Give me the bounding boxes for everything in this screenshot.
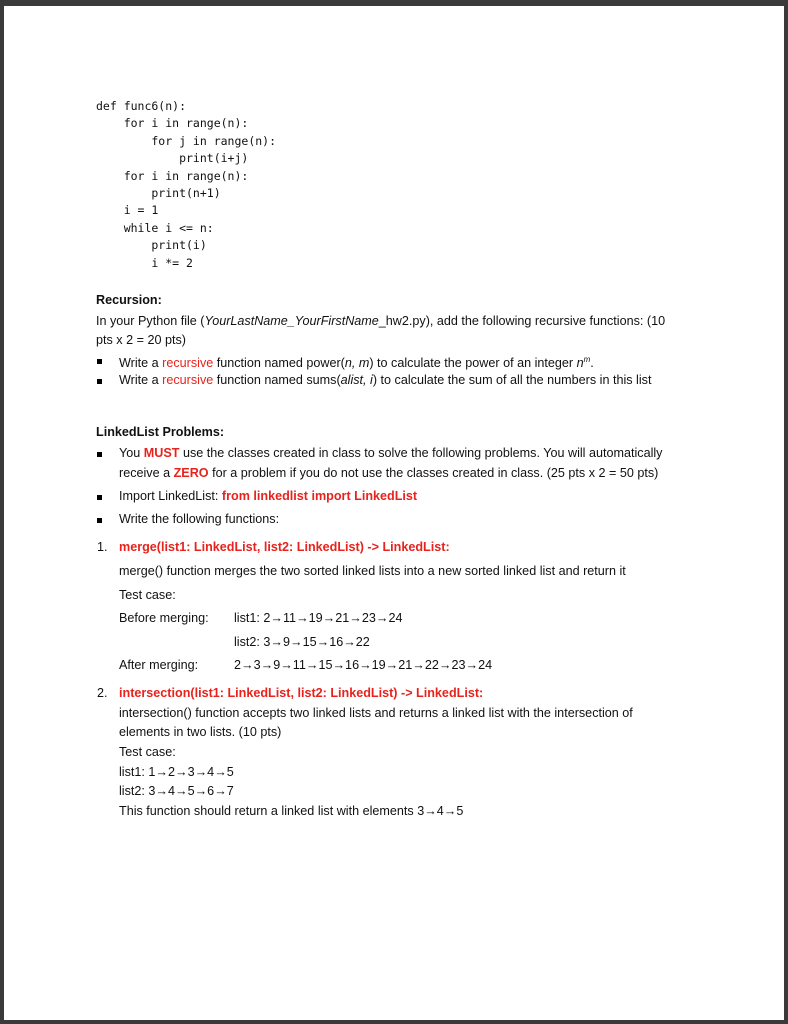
document-page	[4, 6, 784, 1020]
bullet-icon	[97, 495, 102, 500]
linkedlist-bullet-must-line2: receive a ZERO for a problem if you do not use the classes created in class. (25 pts x 2 = 50 pts)	[119, 466, 659, 480]
problem1-number: 1.	[97, 540, 108, 554]
linkedlist-bullet-write: Write the following functions:	[119, 512, 280, 526]
code-line: for i in range(n):	[96, 168, 249, 183]
code-line: print(n+1)	[96, 185, 221, 200]
problem1-list1: list1: 2→11→19→21→23→24	[234, 611, 403, 625]
code-line: def func6(n):	[96, 99, 187, 113]
problem2-result: This function should return a linked list with elements 3→4→5	[119, 804, 464, 818]
code-line: for j in range(n):	[96, 133, 277, 148]
problem1-signature: merge(list1: LinkedList, list2: LinkedList) -> LinkedList:	[119, 540, 450, 554]
problem1-description: merge() function merges the two sorted linked lists into a new sorted linked list and return it	[119, 564, 626, 578]
recursion-bullet-sums: Write a recursive function named sums(alist, i) to calculate the sum of all the numbers in this list	[119, 373, 652, 387]
code-line: print(i)	[96, 238, 207, 253]
problem2-list1: list1: 1→2→3→4→5	[119, 765, 234, 779]
problem2-number: 2.	[97, 686, 108, 700]
code-block	[96, 98, 276, 272]
code-line: print(i+j)	[96, 151, 249, 166]
linkedlist-heading: LinkedList Problems:	[96, 425, 225, 439]
recursion-intro: In your Python file (YourLastName_YourFirstName_hw2.py), add the following recursive functions: (10	[96, 314, 666, 328]
problem2-test-case: Test case:	[119, 745, 176, 759]
bullet-icon	[97, 359, 102, 364]
problem2-list2: list2: 3→4→5→6→7	[119, 784, 234, 798]
recursion-bullet-power: Write a recursive function named power(n, m) to calculate the power of an integer $n^m$.	[119, 355, 594, 371]
problem1-test-case: Test case:	[119, 588, 176, 602]
problem1-list2: list2: 3→9→15→16→22	[234, 635, 370, 649]
bullet-icon	[97, 379, 102, 384]
code-line: i = 1	[96, 203, 159, 218]
problem2-description-line2: elements in two lists. (10 pts)	[119, 725, 282, 739]
problem1-result: 2→3→9→11→15→16→19→21→22→23→24	[234, 658, 493, 672]
recursion-intro-line2: pts x 2 = 20 pts)	[96, 333, 186, 347]
code-line: for i in range(n):	[96, 116, 249, 131]
problem1-after-label: After merging:	[119, 658, 199, 672]
problem2-description: intersection() function accepts two linked lists and returns a linked list with the intersection of	[119, 706, 633, 720]
bullet-icon	[97, 518, 102, 523]
bullet-icon	[97, 452, 102, 457]
recursion-heading: Recursion:	[96, 293, 162, 307]
linkedlist-bullet-import: Import LinkedList: from linkedlist import LinkedList	[119, 489, 418, 503]
code-line: i *= 2	[96, 255, 193, 270]
problem2-signature: intersection(list1: LinkedList, list2: LinkedList) -> LinkedList:	[119, 686, 484, 700]
code-line: while i <= n:	[96, 220, 214, 235]
problem1-before-label: Before merging:	[119, 611, 209, 625]
linkedlist-bullet-must: You MUST use the classes created in class to solve the following problems. You will automatically	[119, 446, 663, 460]
